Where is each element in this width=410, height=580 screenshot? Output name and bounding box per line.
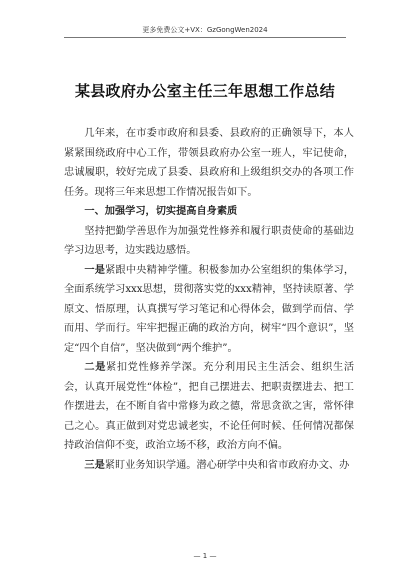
item-lead-3: 三是 [84,459,105,471]
item-text-2: 紧扣党性修养学深。充分利用民主生活会、组织生活会，认真开展党性“体检”，把自己摆进去、把职责摆进去、把工作摆进去，在不断自省中常修为政之德，常思贪欲之害，常怀律己之心。真正做到对党忠诚老实，不论任何时候、任何情况都保持政治信仰不变，政治立场不移，政治方向不偏。 [64,362,355,451]
document-body [64,124,354,475]
item-paragraph-2 [64,358,354,456]
item-text-3: 紧盯业务知识学通。潜心研学中央和省市政府办文、办 [104,459,350,471]
item-lead-2: 二是 [84,362,107,373]
section-heading: 一、加强学习，切实提高自身素质 [84,206,238,217]
item-paragraph-1 [64,261,354,359]
item-lead-1: 一是 [84,264,106,276]
page-number: — 1 — [193,552,217,560]
section-intro-paragraph: 坚持把勤学善思作为加强党性修养和履行职责使命的基础边学习边思考，边实践边感悟。 [64,225,354,256]
item-paragraph-3 [64,456,354,476]
document-title: 某县政府办公室主任三年思想工作总结 [74,82,336,100]
header-note: 更多免费公文+VX：GzGongWen2024 [142,26,268,34]
item-text-1: 紧跟中央精神学懂。积极参加办公室组织的集体学习，全面系统学习xxx思想，贯彻落实党的xxx精神，坚持读原著、学原文、悟原理，认真撰写学习笔记和心得体会，做到学而信、学而用、学而行。牢牢把握正确的政治方向，树牢“四个意识”，坚定“四个自信”，坚决做到“两个维护”。 [64,264,355,354]
intro-paragraph: 几年来，在市委市政府和县委、县政府的正确领导下，本人紧紧围绕政府中心工作，带领县政府办公室一班人，牢记使命，忠诚履职，较好完成了县委、县政府和上级组织交办的各项工作任务。现将三年来思想工作情况报告如下。 [64,128,354,198]
header-divider [64,37,346,38]
